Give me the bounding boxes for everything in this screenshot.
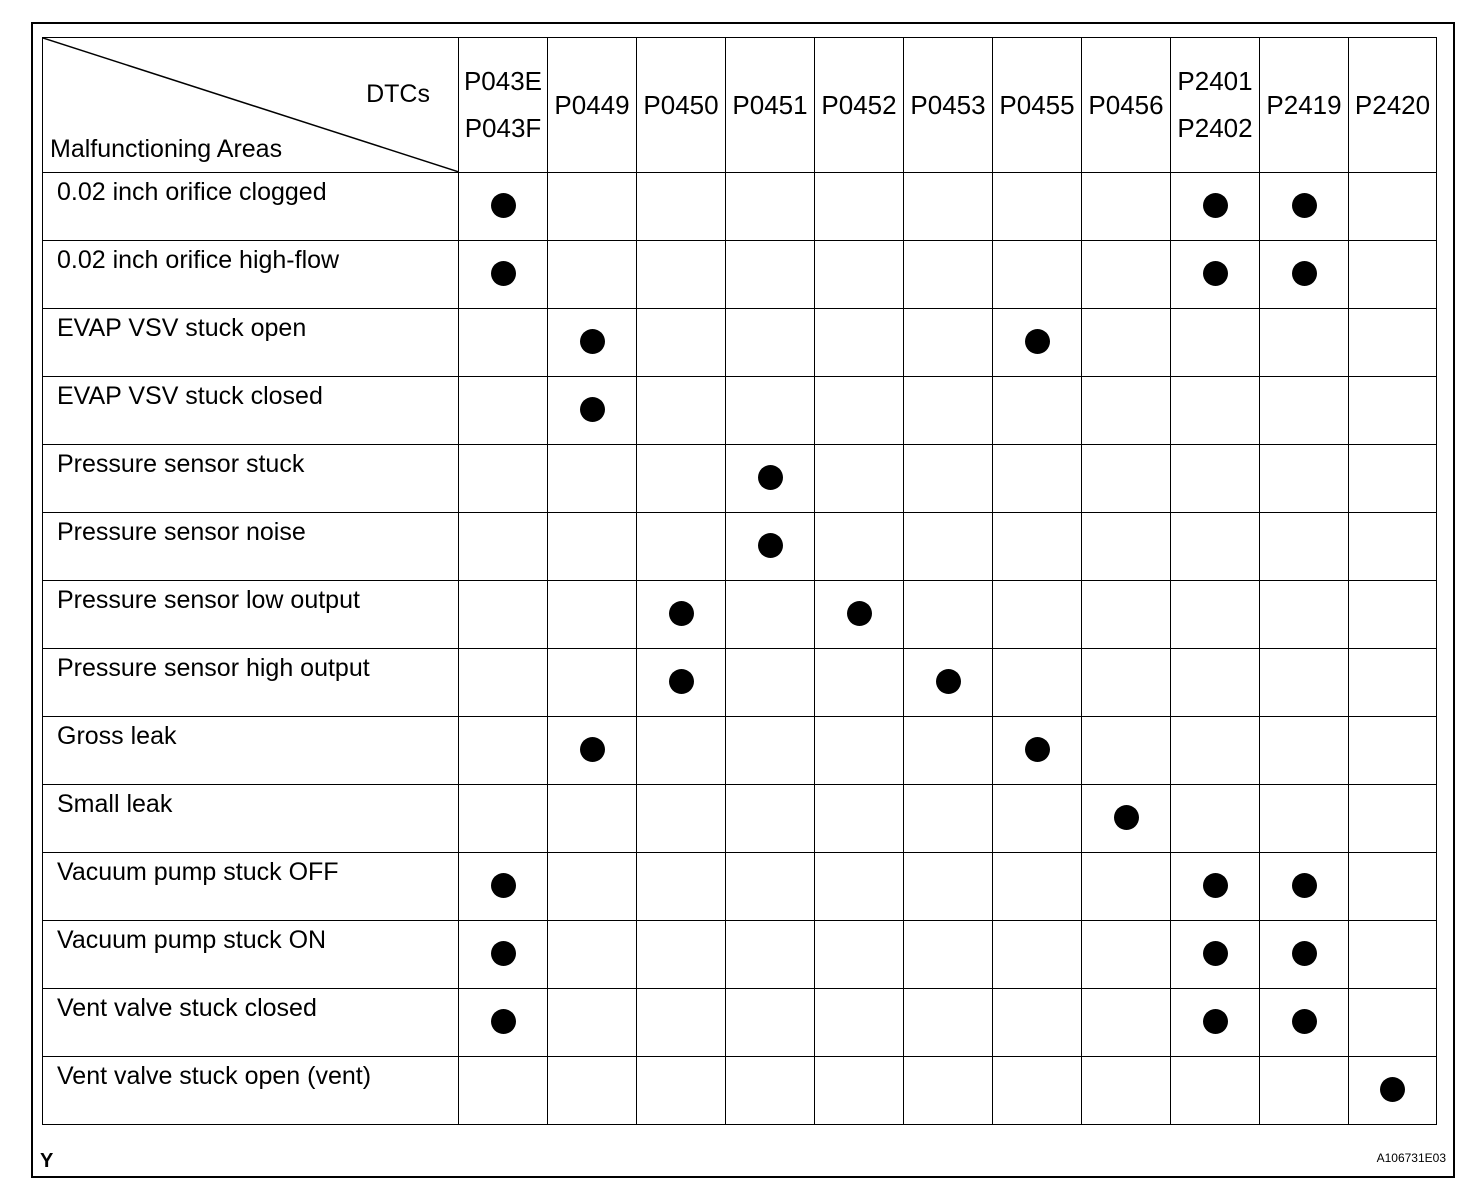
malfunction-area-label: EVAP VSV stuck open [43, 309, 459, 377]
malfunction-area-label: Vent valve stuck open (vent) [43, 1057, 459, 1125]
table-body [43, 173, 1437, 1125]
dtc-column-header [1260, 38, 1349, 173]
matrix-cell [459, 309, 548, 377]
matrix-cell [1349, 377, 1437, 445]
matrix-cell [993, 785, 1082, 853]
malfunction-area-label: Small leak [43, 785, 459, 853]
matrix-cell [1171, 989, 1260, 1057]
matrix-cell [459, 921, 548, 989]
matrix-cell [993, 853, 1082, 921]
applicable-dot-icon [669, 669, 694, 694]
matrix-cell [1260, 445, 1349, 513]
matrix-cell [1171, 649, 1260, 717]
dtc-code: P043E [463, 66, 543, 96]
matrix-cell [1349, 445, 1437, 513]
matrix-cell [1260, 649, 1349, 717]
applicable-dot-icon [758, 465, 783, 490]
matrix-cell [1082, 1057, 1171, 1125]
dtc-code: P043F [464, 113, 542, 143]
malfunction-area-label: Pressure sensor low output [43, 581, 459, 649]
dtc-code: P2402 [1177, 113, 1253, 143]
applicable-dot-icon [1380, 1077, 1405, 1102]
matrix-cell [1349, 309, 1437, 377]
dtc-matrix-table [42, 37, 1437, 1125]
applicable-dot-icon [1025, 329, 1050, 354]
matrix-cell [1260, 717, 1349, 785]
matrix-cell [637, 445, 726, 513]
table-row [43, 377, 1437, 445]
matrix-cell [637, 309, 726, 377]
table-row [43, 717, 1437, 785]
matrix-cell [1260, 921, 1349, 989]
applicable-dot-icon [758, 533, 783, 558]
matrix-cell [1349, 241, 1437, 309]
matrix-cell [726, 173, 815, 241]
matrix-cell [459, 785, 548, 853]
matrix-cell [548, 309, 637, 377]
figure-id: A106731E03 [1376, 1151, 1446, 1165]
matrix-cell [993, 309, 1082, 377]
matrix-cell [904, 309, 993, 377]
matrix-cell [904, 649, 993, 717]
matrix-cell [459, 513, 548, 581]
table-row [43, 309, 1437, 377]
matrix-cell [459, 989, 548, 1057]
matrix-cell [904, 445, 993, 513]
dtc-code: P0455 [999, 89, 1075, 120]
matrix-cell [1260, 853, 1349, 921]
malfunction-area-label: 0.02 inch orifice high-flow [43, 241, 459, 309]
matrix-cell [548, 853, 637, 921]
matrix-cell [459, 377, 548, 445]
matrix-cell [815, 513, 904, 581]
dtc-column-header [1082, 38, 1171, 173]
applicable-dot-icon [491, 193, 516, 218]
matrix-cell [815, 785, 904, 853]
matrix-cell [815, 989, 904, 1057]
matrix-cell [548, 1057, 637, 1125]
malfunction-area-label: 0.02 inch orifice clogged [43, 173, 459, 241]
matrix-cell [993, 1057, 1082, 1125]
matrix-cell [548, 649, 637, 717]
matrix-cell [1260, 785, 1349, 853]
malfunctioning-areas-label: Malfunctioning Areas [50, 135, 283, 163]
matrix-cell [548, 581, 637, 649]
dtc-column-header [1349, 38, 1437, 173]
matrix-cell [726, 921, 815, 989]
applicable-dot-icon [1292, 941, 1317, 966]
applicable-dot-icon [1203, 261, 1228, 286]
matrix-cell [726, 1057, 815, 1125]
matrix-cell [815, 1057, 904, 1125]
applicable-dot-icon [1203, 1009, 1228, 1034]
dtc-code: P0449 [554, 89, 630, 120]
table-row [43, 581, 1437, 649]
matrix-cell [548, 921, 637, 989]
matrix-cell [548, 173, 637, 241]
header-row [43, 38, 1437, 173]
applicable-dot-icon [491, 261, 516, 286]
matrix-cell [904, 173, 993, 241]
matrix-cell [1260, 1057, 1349, 1125]
matrix-cell [1349, 717, 1437, 785]
applicable-dot-icon [580, 737, 605, 762]
table-row [43, 241, 1437, 309]
matrix-cell [1349, 853, 1437, 921]
malfunction-area-label: Pressure sensor high output [43, 649, 459, 717]
matrix-cell [1349, 1057, 1437, 1125]
matrix-cell [904, 921, 993, 989]
table-row [43, 921, 1437, 989]
matrix-cell [726, 377, 815, 445]
applicable-dot-icon [491, 873, 516, 898]
matrix-cell [459, 581, 548, 649]
applicable-dot-icon [1203, 193, 1228, 218]
matrix-cell [1082, 785, 1171, 853]
matrix-cell [459, 717, 548, 785]
matrix-cell [1171, 717, 1260, 785]
applicable-dot-icon [669, 601, 694, 626]
matrix-cell [1349, 173, 1437, 241]
matrix-cell [1260, 309, 1349, 377]
dtc-column-header [815, 38, 904, 173]
table-row [43, 1057, 1437, 1125]
matrix-cell [637, 173, 726, 241]
matrix-cell [815, 445, 904, 513]
matrix-cell [993, 581, 1082, 649]
dtc-column-header [459, 38, 548, 173]
matrix-cell [1349, 785, 1437, 853]
matrix-cell [459, 1057, 548, 1125]
matrix-cell [459, 445, 548, 513]
matrix-cell [1260, 513, 1349, 581]
matrix-cell [1171, 513, 1260, 581]
matrix-cell [993, 921, 1082, 989]
matrix-cell [904, 853, 993, 921]
matrix-cell [1349, 649, 1437, 717]
matrix-cell [726, 649, 815, 717]
matrix-cell [1171, 921, 1260, 989]
matrix-cell [637, 785, 726, 853]
dtc-code: P2419 [1266, 89, 1342, 120]
malfunction-area-label: Pressure sensor stuck [43, 445, 459, 513]
matrix-cell [548, 377, 637, 445]
matrix-cell [1171, 241, 1260, 309]
matrix-cell [726, 989, 815, 1057]
matrix-cell [1171, 173, 1260, 241]
malfunction-area-label: Vacuum pump stuck ON [43, 921, 459, 989]
dtc-column-header [904, 38, 993, 173]
matrix-cell [726, 717, 815, 785]
matrix-cell [993, 649, 1082, 717]
matrix-cell [637, 989, 726, 1057]
table-row [43, 853, 1437, 921]
table-row [43, 173, 1437, 241]
matrix-cell [1171, 377, 1260, 445]
matrix-cell [548, 241, 637, 309]
matrix-cell [993, 445, 1082, 513]
table-row [43, 513, 1437, 581]
matrix-cell [815, 581, 904, 649]
table-row [43, 785, 1437, 853]
matrix-cell [637, 241, 726, 309]
applicable-dot-icon [847, 601, 872, 626]
matrix-cell [904, 989, 993, 1057]
matrix-cell [459, 649, 548, 717]
dtc-column-header [726, 38, 815, 173]
malfunction-area-label: Pressure sensor noise [43, 513, 459, 581]
matrix-cell [1082, 173, 1171, 241]
matrix-cell [1171, 309, 1260, 377]
matrix-cell [1082, 989, 1171, 1057]
table-row [43, 989, 1437, 1057]
matrix-cell [904, 785, 993, 853]
dtc-column-header [993, 38, 1082, 173]
matrix-cell [548, 785, 637, 853]
matrix-cell [1082, 581, 1171, 649]
matrix-cell [904, 1057, 993, 1125]
matrix-cell [637, 921, 726, 989]
matrix-cell [1260, 581, 1349, 649]
applicable-dot-icon [1203, 941, 1228, 966]
matrix-cell [993, 241, 1082, 309]
matrix-cell [904, 717, 993, 785]
matrix-cell [815, 309, 904, 377]
matrix-cell [1349, 921, 1437, 989]
matrix-cell [1082, 921, 1171, 989]
applicable-dot-icon [1292, 873, 1317, 898]
matrix-cell [637, 649, 726, 717]
matrix-cell [993, 989, 1082, 1057]
matrix-cell [1082, 309, 1171, 377]
matrix-cell [726, 445, 815, 513]
matrix-cell [637, 513, 726, 581]
dtc-code: P0456 [1088, 89, 1164, 120]
matrix-cell [815, 853, 904, 921]
applicable-dot-icon [1114, 805, 1139, 830]
matrix-cell [815, 241, 904, 309]
matrix-cell [904, 513, 993, 581]
matrix-cell [726, 513, 815, 581]
corner-mark: Y [40, 1150, 54, 1172]
applicable-dot-icon [1025, 737, 1050, 762]
dtc-column-header [637, 38, 726, 173]
dtc-code: P0452 [821, 89, 897, 120]
matrix-cell [904, 377, 993, 445]
matrix-cell [815, 173, 904, 241]
corner-header-cell [43, 38, 459, 173]
matrix-cell [548, 989, 637, 1057]
matrix-cell [1349, 513, 1437, 581]
matrix-cell [637, 853, 726, 921]
table-row [43, 445, 1437, 513]
matrix-cell [548, 717, 637, 785]
dtc-code: P0451 [732, 89, 808, 120]
dtc-code: P0450 [643, 89, 719, 120]
matrix-cell [1082, 717, 1171, 785]
matrix-cell [1260, 173, 1349, 241]
matrix-cell [726, 785, 815, 853]
matrix-cell [1260, 989, 1349, 1057]
matrix-cell [993, 173, 1082, 241]
matrix-cell [815, 649, 904, 717]
malfunction-area-label: Vacuum pump stuck OFF [43, 853, 459, 921]
matrix-cell [637, 581, 726, 649]
matrix-cell [459, 173, 548, 241]
matrix-cell [637, 377, 726, 445]
malfunction-area-label: Gross leak [43, 717, 459, 785]
dtcs-label: DTCs [366, 80, 430, 108]
matrix-cell [548, 513, 637, 581]
table-row [43, 649, 1437, 717]
dtc-column-header [1171, 38, 1260, 173]
matrix-cell [815, 377, 904, 445]
dtc-code: P2401 [1177, 66, 1253, 96]
matrix-cell [637, 1057, 726, 1125]
dtc-column-header [548, 38, 637, 173]
matrix-cell [1082, 853, 1171, 921]
applicable-dot-icon [580, 397, 605, 422]
matrix-cell [1171, 1057, 1260, 1125]
matrix-cell [459, 853, 548, 921]
matrix-cell [993, 377, 1082, 445]
matrix-cell [1082, 649, 1171, 717]
matrix-cell [1349, 581, 1437, 649]
matrix-cell [904, 241, 993, 309]
matrix-cell [1171, 853, 1260, 921]
applicable-dot-icon [580, 329, 605, 354]
matrix-cell [1171, 445, 1260, 513]
matrix-cell [1260, 241, 1349, 309]
applicable-dot-icon [936, 669, 961, 694]
matrix-cell [548, 445, 637, 513]
applicable-dot-icon [1203, 873, 1228, 898]
matrix-cell [1082, 445, 1171, 513]
dtc-code: P0453 [910, 89, 986, 120]
applicable-dot-icon [1292, 261, 1317, 286]
malfunction-area-label: Vent valve stuck closed [43, 989, 459, 1057]
matrix-cell [1082, 513, 1171, 581]
matrix-cell [993, 717, 1082, 785]
matrix-cell [726, 241, 815, 309]
matrix-cell [726, 853, 815, 921]
matrix-cell [993, 513, 1082, 581]
malfunction-area-label: EVAP VSV stuck closed [43, 377, 459, 445]
matrix-cell [904, 581, 993, 649]
applicable-dot-icon [1292, 193, 1317, 218]
matrix-cell [1260, 377, 1349, 445]
matrix-cell [815, 921, 904, 989]
matrix-cell [726, 581, 815, 649]
matrix-cell [1082, 377, 1171, 445]
matrix-cell [1171, 785, 1260, 853]
matrix-cell [726, 309, 815, 377]
matrix-cell [1349, 989, 1437, 1057]
matrix-cell [637, 717, 726, 785]
matrix-cell [1082, 241, 1171, 309]
applicable-dot-icon [491, 941, 516, 966]
matrix-cell [815, 717, 904, 785]
matrix-cell [1171, 581, 1260, 649]
dtc-code: P2420 [1354, 89, 1431, 120]
applicable-dot-icon [1292, 1009, 1317, 1034]
applicable-dot-icon [491, 1009, 516, 1034]
matrix-cell [459, 241, 548, 309]
